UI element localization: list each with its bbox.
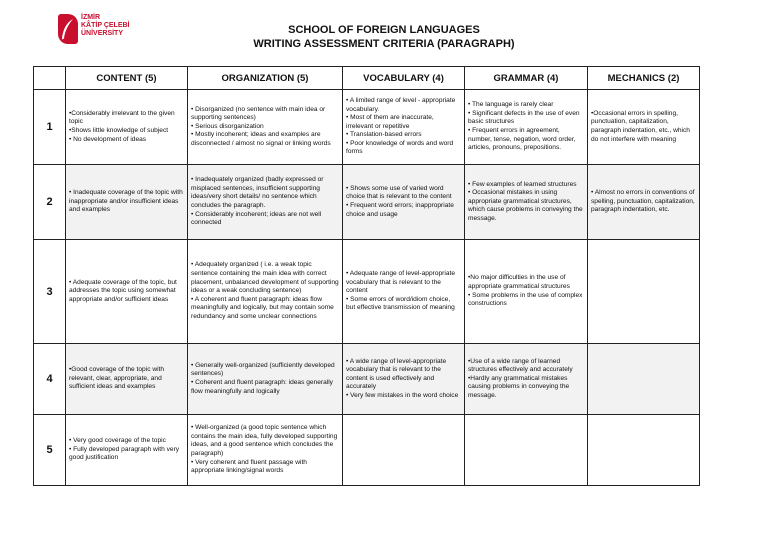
- criteria-cell-content: [66, 90, 188, 165]
- criteria-cell-mechanics: [588, 344, 700, 415]
- rubric-body: [34, 90, 700, 486]
- score-level: 5: [34, 415, 66, 486]
- criteria-cell-organization: [188, 90, 343, 165]
- column-header-grammar: GRAMMAR (4): [465, 67, 588, 90]
- criteria-cell-organization: [188, 240, 343, 344]
- criteria-line: • Frequent errors in agreement, number, tense, negation, word order, articles, pronouns, prepositions.: [468, 127, 576, 152]
- criteria-cell-organization: [188, 415, 343, 486]
- criteria-line: • Serious disorganization: [191, 122, 264, 130]
- criteria-line: • A limited range of level - appropriate vocabulary.: [346, 96, 456, 113]
- criteria-cell-vocabulary: [343, 90, 465, 165]
- criteria-line: • Very coherent and fluent passage with appropriate linking/signal words: [191, 458, 307, 475]
- score-level: 2: [34, 165, 66, 240]
- logo-line: İZMİR: [81, 14, 101, 21]
- criteria-line: • Adequately organized ( i.e. a weak topic sentence containing the main idea with correct placement, unbalanced development of supporting ideas or a weak concluding sentence): [191, 261, 339, 295]
- criteria-cell-grammar: [465, 344, 588, 415]
- page-title: SCHOOL OF FOREIGN LANGUAGES: [288, 24, 480, 36]
- criteria-line: • Very few mistakes in the word choice: [346, 391, 459, 399]
- criteria-line: • Very good coverage of the topic: [69, 437, 166, 445]
- criteria-cell-mechanics: [588, 165, 700, 240]
- score-level: 3: [34, 240, 66, 344]
- column-header-organization: ORGANIZATION (5): [188, 67, 343, 90]
- criteria-line: • Considerably incoherent; ideas are not well connected: [191, 210, 322, 227]
- column-header-vocabulary: VOCABULARY (4): [343, 67, 465, 90]
- criteria-line: • Few examples of learned structures: [468, 180, 577, 188]
- table-row: [34, 415, 700, 486]
- header-row: [34, 67, 700, 90]
- criteria-line: •No major difficulties in the use of appropriate grammatical structures: [468, 274, 570, 290]
- table-row: [34, 90, 700, 165]
- column-header-content: CONTENT (5): [66, 67, 188, 90]
- criteria-cell-grammar: [465, 90, 588, 165]
- table-row: [34, 240, 700, 344]
- logo-line: ÜNİVERSİTY: [81, 30, 124, 37]
- criteria-line: •Shows little knowledge of subject: [69, 127, 169, 134]
- criteria-line: • Coherent and fluent paragraph: ideas generally flow meaningfully and logically: [191, 379, 333, 395]
- criteria-line: • Adequate coverage of the topic, but addresses the topic using somewhat appropriate and/or sufficient ideas: [69, 278, 177, 303]
- criteria-line: • A coherent and fluent paragraph: ideas flow meaningfully and logically, but may contain some redundancy and some unclear connections: [191, 295, 334, 320]
- table-row: [34, 344, 700, 415]
- criteria-line: • Most of them are inaccurate, irrelevant or repetitive: [346, 114, 434, 130]
- criteria-line: •Occasional errors in spelling, punctuation, capitalization, paragraph indentation, etc., which do not interfere with meaning: [591, 109, 690, 143]
- criteria-cell-content: [66, 165, 188, 240]
- criteria-line: • Frequent word errors; inappropriate choice and usage: [346, 202, 454, 218]
- criteria-line: • Poor knowledge of words and word forms: [346, 139, 454, 156]
- score-level: 4: [34, 344, 66, 415]
- criteria-line: • Mostly incoherent; ideas and examples are disconnected / almost no signal or linking words: [191, 131, 331, 147]
- criteria-cell-content: [66, 344, 188, 415]
- criteria-line: • Some problems in the use of complex constructions: [468, 291, 583, 308]
- criteria-cell-content: [66, 240, 188, 344]
- page-subtitle: WRITING ASSESSMENT CRITERIA (PARAGRAPH): [253, 38, 515, 50]
- table-row: [34, 165, 700, 240]
- criteria-cell-vocabulary: [343, 165, 465, 240]
- criteria-line: •Considerably irrelevant to the given topic: [69, 109, 175, 126]
- score-level: 1: [34, 90, 66, 165]
- criteria-line: • Well-organized (a good topic sentence which contains the main idea, fully developed supporting ideas, and a good sentence which concludes the paragraph): [191, 424, 338, 457]
- criteria-cell-grammar: [465, 165, 588, 240]
- criteria-cell-mechanics: [588, 90, 700, 165]
- criteria-line: • Disorganized (no sentence with main idea or supporting sentences): [191, 105, 326, 122]
- criteria-line: • No development of ideas: [69, 135, 147, 143]
- criteria-cell-vocabulary: [343, 415, 465, 486]
- criteria-cell-mechanics: [588, 415, 700, 486]
- criteria-line: • Some errors of word/idiom choice, but effective transmission of meaning: [346, 295, 455, 312]
- criteria-line: • Significant defects in the use of even basic structures: [468, 109, 580, 126]
- criteria-line: • Almost no errors in conventions of spelling, punctuation, capitalization, paragraph indentation, etc.: [591, 189, 695, 214]
- criteria-line: • Shows some use of varied word choice that is relevant to the content: [346, 184, 452, 201]
- criteria-line: • Inadequately organized (badly expressed or misplaced sentences, insufficient supporting ideas/very short details/ no sentence which concludes the paragraph.: [191, 176, 324, 209]
- criteria-line: • Adequate range of level-appropriate vocabulary that is relevant to the content: [346, 270, 455, 295]
- logo-line: KÂTİP ÇELEBİ: [81, 22, 130, 29]
- column-header-number: [34, 67, 66, 90]
- criteria-line: • Occasional mistakes in using appropriate grammatical structures, which cause problems in conveying the message.: [468, 189, 583, 222]
- criteria-line: • Fully developed paragraph with very good justification: [69, 445, 180, 462]
- criteria-cell-grammar: [465, 415, 588, 486]
- criteria-cell-organization: [188, 344, 343, 415]
- criteria-cell-vocabulary: [343, 240, 465, 344]
- criteria-cell-vocabulary: [343, 344, 465, 415]
- criteria-line: • Generally well-organized (sufficiently developed sentences): [191, 361, 335, 378]
- criteria-cell-grammar: [465, 240, 588, 344]
- criteria-line: • The language is rarely clear: [468, 101, 554, 109]
- criteria-line: •Hardly any grammatical mistakes causing problems in conveying the message.: [468, 374, 570, 399]
- criteria-cell-content: [66, 415, 188, 486]
- criteria-line: •Good coverage of the topic with relevant, clear, appropriate, and sufficient ideas and examples: [69, 366, 165, 391]
- criteria-line: • Translation-based errors: [346, 131, 422, 139]
- criteria-line: • Inadequate coverage of the topic with inappropriate and/or insufficient ideas and examples: [69, 189, 183, 214]
- criteria-line: •Use of a wide range of learned structures effectively and accurately: [468, 357, 573, 374]
- column-header-mechanics: MECHANICS (2): [588, 67, 700, 90]
- assessment-rubric-table: [33, 66, 700, 486]
- criteria-cell-organization: [188, 165, 343, 240]
- criteria-cell-mechanics: [588, 240, 700, 344]
- criteria-line: • A wide range of level-appropriate vocabulary that is relevant to the content is used effectively and accurately: [346, 357, 447, 391]
